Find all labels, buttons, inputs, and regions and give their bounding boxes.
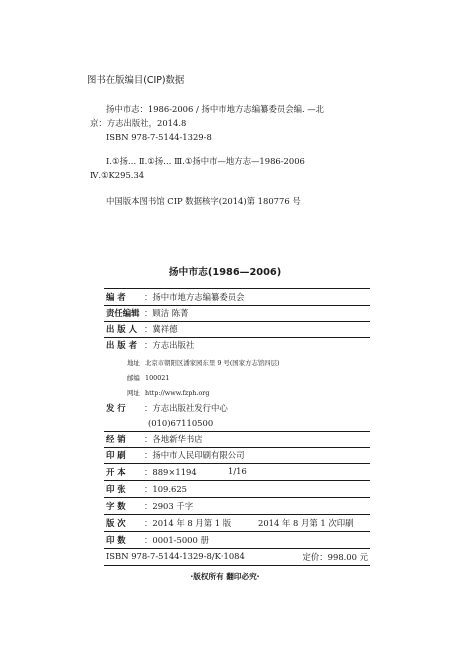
- row-value: ：顾洁 陈菁: [144, 308, 189, 318]
- row-publisher: [106, 337, 368, 352]
- row-editor: [106, 289, 368, 304]
- row-value: ：方志出版社: [144, 340, 195, 350]
- row-label: 开 本: [106, 467, 126, 477]
- address-value: 北京市朝阳区潘家园东里 9 号(国家方志馆四层): [145, 359, 280, 367]
- cip-heading: 图书在版编目(CIP)数据: [87, 75, 185, 86]
- format-fold: 1/16: [228, 466, 247, 476]
- website-value: http://www.fzph.org: [145, 389, 210, 397]
- row-words: [106, 498, 368, 513]
- row-edition: [106, 515, 368, 530]
- postcode-value: 100021: [145, 374, 170, 382]
- row-value: ：冀祥德: [144, 324, 178, 334]
- row-label: 字 数: [106, 501, 126, 511]
- price: 定价：998.00 元: [302, 552, 368, 562]
- row-responsible-editor: [106, 305, 368, 320]
- printing-value: 2014 年 8 月第 1 次印刷: [258, 518, 354, 528]
- row-label: 编 者: [106, 292, 126, 302]
- copyright-notice: ·版权所有 翻印必究·: [190, 572, 260, 581]
- cip-class2: Ⅳ.①K295.34: [90, 170, 145, 180]
- row-value: ：各地新华书店: [144, 434, 203, 444]
- cip-catalog-number: 中国版本图书馆 CIP 数据核字(2014)第 180776 号: [106, 196, 301, 206]
- address-label: 地址: [127, 359, 140, 367]
- row-label: 出 版 者: [106, 340, 137, 350]
- cip-isbn: ISBN 978-7-5144-1329-8: [106, 132, 212, 142]
- row-printer: [106, 447, 368, 462]
- book-title: 扬中市志(1986—2006): [168, 267, 282, 278]
- row-value: ：2903 千字: [144, 501, 194, 511]
- publisher-postcode: [127, 373, 169, 382]
- publisher-website: [127, 388, 209, 397]
- row-value: ：2014 年 8 月第 1 版: [144, 518, 232, 528]
- postcode-label: 邮编: [127, 374, 140, 382]
- row-label: 印 刷: [106, 450, 126, 460]
- cip-line1: 扬中市志：1986-2006 / 扬中市地方志编纂委员会编. —北: [106, 104, 325, 114]
- row-label: 发 行: [106, 403, 126, 413]
- row-label: 责任编辑: [106, 308, 140, 318]
- publisher-address: [127, 358, 280, 367]
- isbn-number: ISBN 978-7-5144-1329-8/K·1084: [106, 551, 245, 561]
- website-label: 网址: [127, 389, 140, 397]
- bottom-rule: [104, 565, 370, 566]
- row-value: ：扬中市人民印刷有限公司: [144, 450, 245, 460]
- row-sheets: [106, 481, 368, 496]
- distribution-phone: (010)67110500: [148, 418, 214, 428]
- row-seller: [106, 431, 368, 446]
- row-label: 印 张: [106, 484, 126, 494]
- row-format: [106, 464, 368, 479]
- row-label: 印 数: [106, 535, 126, 545]
- row-value: ：方志出版社发行中心: [144, 403, 228, 413]
- row-publisher-person: [106, 321, 368, 336]
- cip-class1: Ⅰ.①扬… Ⅱ.①扬… Ⅲ.①扬中市—地方志—1986-2006: [106, 156, 305, 166]
- row-print-run: [106, 532, 368, 547]
- row-value: ：扬中市地方志编纂委员会: [144, 292, 245, 302]
- row-label: 版 次: [106, 518, 126, 528]
- row-value: ：109.625: [144, 484, 188, 494]
- row-label: 经 销: [106, 434, 126, 444]
- cip-line2: 京：方志出版社，2014.8: [90, 118, 187, 128]
- row-value: ：889×1194: [144, 467, 197, 477]
- row-isbn-price: [106, 549, 368, 564]
- row-label: 出 版 人: [106, 324, 137, 334]
- row-distribution: [106, 400, 368, 415]
- row-value: ：0001-5000 册: [144, 535, 209, 545]
